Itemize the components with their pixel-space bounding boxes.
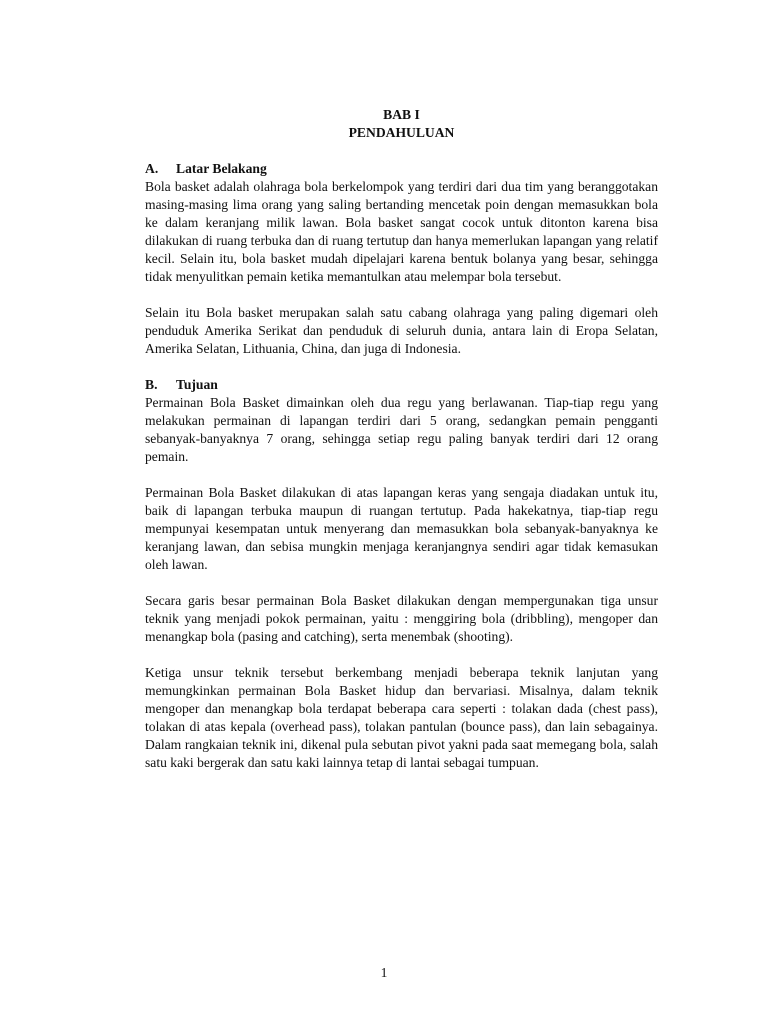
spacer — [145, 574, 658, 592]
paragraph: Selain itu Bola basket merupakan salah satu cabang olahraga yang paling digemari oleh penduduk Amerika Serikat dan penduduk di seluruh dunia, antara lain di Eropa Selatan, Amerika Selatan, Lithuania, China, dan juga di Indonesia. — [145, 305, 658, 356]
page-number: 1 — [380, 965, 388, 980]
chapter-title: PENDAHULUAN — [348, 125, 455, 140]
spacer — [145, 142, 658, 160]
spacer — [145, 646, 658, 664]
paragraph: Secara garis besar permainan Bola Basket dilakukan dengan mempergunakan tiga unsur teknik yang menjadi pokok permainan, yaitu : menggiring bola (dribbling), mengoper dan menangkap bola (pasing and catching), serta menembak (shooting). — [145, 593, 658, 644]
spacer — [145, 358, 658, 376]
chapter-label: BAB I — [383, 107, 420, 122]
paragraph: Bola basket adalah olahraga bola berkelompok yang terdiri dari dua tim yang beranggotakan masing-masing lima orang yang saling bertanding mencetak poin dengan memasukkan bola ke dalam keranjang milik lawan. Bola basket sangat cocok untuk ditonton karena bisa dilakukan di ruang terbuka dan di ruang tertutup dan hanya memerlukan lapangan yang relatif kecil. Selain itu, bola basket mudah dipelajari karena bentuk bolanya yang besar, sehingga tidak menyulitkan pemain ketika memantulkan atau melempar bola tersebut. — [145, 179, 658, 284]
paragraph: Permainan Bola Basket dilakukan di atas lapangan keras yang sengaja diadakan untuk itu, baik di lapangan terbuka maupun di ruangan tertutup. Pada hakekatnya, tiap-tiap regu mempunyai kesempatan untuk menyerang dan memasukkan bola sebanyak-banyaknya ke keranjang lawan, dan sebisa mungkin menjaga keranjangnya sendiri agar tidak kemasukan oleh lawan. — [145, 485, 658, 572]
paragraph: Ketiga unsur teknik tersebut berkembang menjadi beberapa teknik lanjutan yang memungkinkan permainan Bola Basket hidup dan bervariasi. Misalnya, dalam teknik mengoper dan menangkap bola terdapat beberapa cara seperti : tolakan dada (chest pass), tolakan di atas kepala (overhead pass), tolakan pantulan (bounce pass), dan lain sebagainya. Dalam rangkaian teknik ini, dikenal pula sebutan pivot yakni pada saat memegang bola, salah satu kaki bergerak dan satu kaki lainnya tetap di lantai sebagai tumpuan. — [145, 665, 658, 770]
spacer — [145, 466, 658, 484]
section-title: Tujuan — [176, 377, 218, 392]
section-letter: B. — [145, 377, 158, 392]
section-heading-tujuan — [145, 376, 658, 394]
section-title: Latar Belakang — [176, 161, 267, 176]
section-heading-latar-belakang — [145, 160, 658, 178]
page-content — [145, 106, 658, 772]
section-letter: A. — [145, 161, 159, 176]
spacer — [145, 286, 658, 304]
paragraph: Permainan Bola Basket dimainkan oleh dua regu yang berlawanan. Tiap-tiap regu yang melakukan permainan di lapangan terdiri dari 5 orang, sedangkan pemain pengganti sebanyak-banyaknya 7 orang, sehingga setiap regu paling banyak terdiri dari 12 orang pemain. — [145, 395, 658, 464]
